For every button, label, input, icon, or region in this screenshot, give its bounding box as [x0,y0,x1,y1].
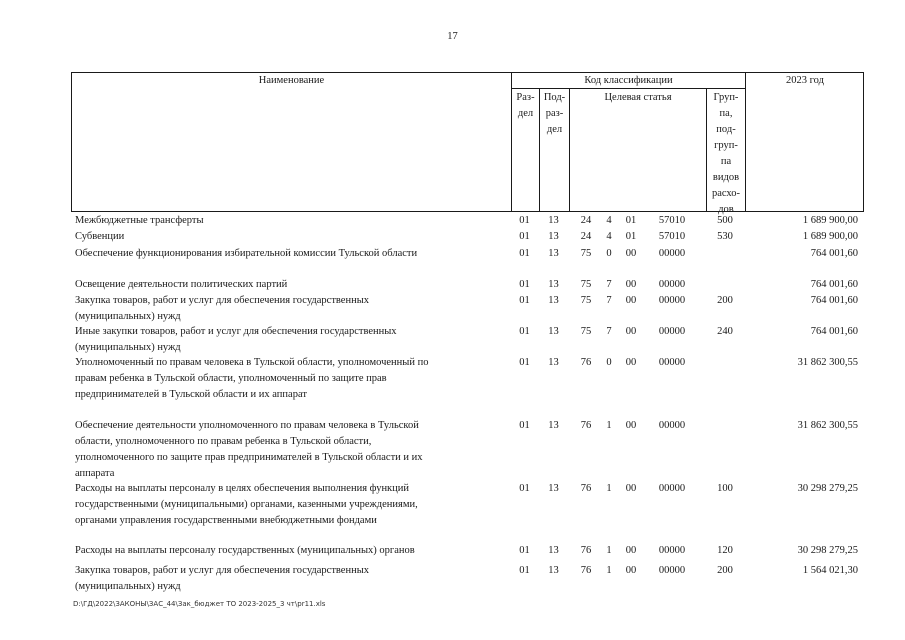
cell-amount: 31 862 300,55 [797,420,858,431]
cell-t4: 00000 [658,565,686,576]
row-name-line: Межбюджетные трансферты [75,215,204,226]
row-name [75,355,505,403]
cell-r: 01 [519,279,530,290]
cell-amount: 31 862 300,55 [797,357,858,368]
cell-g: 530 [717,231,733,242]
cell-t1: 75 [580,248,592,259]
cell-t4: 00000 [658,357,686,368]
cell-t3: 00 [625,357,637,368]
cell-t1: 24 [580,231,592,242]
cell-t3: 00 [625,483,637,494]
cell-amount: 764 001,60 [810,326,858,337]
cell-amount: 1 564 021,30 [802,565,858,576]
cell-t2: 4 [606,231,612,242]
cell-t1: 75 [580,279,592,290]
header-target: Целевая статья [604,92,672,103]
cell-pr: 13 [548,483,559,494]
cell-r: 01 [519,357,530,368]
row-name [75,563,505,595]
table-header [71,72,864,215]
cell-pr: 13 [548,215,559,226]
row-name-line: предпринимателей в Тульской области и их аппарат [75,389,307,400]
cell-t3: 00 [625,545,637,556]
row-name [75,324,505,356]
cell-t1: 76 [580,483,592,494]
cell-pr: 13 [548,231,559,242]
cell-r: 01 [519,326,530,337]
cell-t4: 00000 [658,420,686,431]
row-name-line: Закупка товаров, работ и услуг для обеспечения государственных [75,565,370,576]
row-name [75,246,505,262]
cell-amount: 1 689 900,00 [802,231,858,242]
row-name-line: Освещение деятельности политических партий [75,279,288,290]
row-name [75,481,505,529]
row-name-line: уполномоченного по защите прав предпринимателей в Тульской области и их [75,452,423,463]
row-name-line: Обеспечение деятельности уполномоченного по правам человека в Тульской [75,420,419,431]
cell-amount: 30 298 279,25 [797,545,858,556]
file-path: D:\ГД\2022\ЗАКОНЫ\ЗАС_44\Зак_бюджет ТО 2023-2025_3 чт\pr11.xls [73,600,326,608]
cell-t4: 00000 [658,545,686,556]
cell-r: 01 [519,420,530,431]
cell-r: 01 [519,231,530,242]
cell-amount: 30 298 279,25 [797,483,858,494]
row-name-line: (муниципальных) нужд [75,342,181,353]
cell-r: 01 [519,545,530,556]
cell-pr: 13 [548,248,559,259]
cell-t3: 00 [625,279,637,290]
cell-t1: 75 [580,295,592,306]
row-name [75,293,505,325]
cell-t3: 00 [625,248,637,259]
row-name-line: Уполномоченный по правам человека в Тульской области, уполномоченный по [75,357,429,368]
row-name-line: области, уполномоченного по правам ребенка в Тульской области, [75,436,372,447]
cell-t2: 0 [606,248,612,259]
cell-t4: 00000 [658,295,686,306]
cell-t2: 1 [606,565,612,576]
cell-t3: 00 [625,295,637,306]
cell-t2: 1 [606,483,612,494]
cell-t2: 7 [606,295,612,306]
row-name-line: Субвенции [75,231,125,242]
cell-t3: 00 [625,565,637,576]
header-year: 2023 год [786,75,824,86]
page-number: 17 [447,31,458,42]
cell-r: 01 [519,483,530,494]
cell-pr: 13 [548,420,559,431]
cell-t1: 24 [580,215,592,226]
cell-g: 100 [717,483,733,494]
header-group: Груп- па, под- груп- па видов расхо- дов [711,92,741,215]
cell-t3: 01 [625,215,637,226]
row-name-line: Расходы на выплаты персоналу в целях обеспечения выполнения функций [75,483,410,494]
cell-t2: 7 [606,279,612,290]
cell-r: 01 [519,215,530,226]
row-name-line: Закупка товаров, работ и услуг для обеспечения государственных [75,295,370,306]
cell-amount: 764 001,60 [810,279,858,290]
cell-g: 200 [717,295,733,306]
header-podrazdel: Под- раз- дел [543,92,566,135]
cell-g: 200 [717,565,733,576]
cell-t2: 0 [606,357,612,368]
cell-t1: 76 [580,545,592,556]
row-name [75,277,505,293]
cell-t4: 57010 [658,215,686,226]
cell-r: 01 [519,565,530,576]
cell-t4: 00000 [658,483,686,494]
cell-pr: 13 [548,326,559,337]
cell-r: 01 [519,295,530,306]
cell-t1: 75 [580,326,592,337]
cell-t4: 00000 [658,248,686,259]
header-code: Код классификации [584,75,673,86]
row-name-line: правам ребенка в Тульской области, уполномоченный по защите прав [75,373,387,384]
cell-t3: 00 [625,326,637,337]
cell-t2: 1 [606,420,612,431]
cell-t2: 1 [606,545,612,556]
row-name-line: органами управления государственными внебюджетными фондами [75,515,377,526]
row-name [75,543,505,559]
cell-t4: 57010 [658,231,686,242]
row-name-line: (муниципальных) нужд [75,581,181,592]
cell-pr: 13 [548,545,559,556]
cell-t1: 76 [580,357,592,368]
row-name-line: Иные закупки товаров, работ и услуг для обеспечения государственных [75,326,397,337]
cell-t1: 76 [580,420,592,431]
row-name [75,418,505,482]
row-name [75,213,505,229]
cell-pr: 13 [548,357,559,368]
cell-t2: 7 [606,326,612,337]
cell-r: 01 [519,248,530,259]
row-name-line: Обеспечение функционирования избирательной комиссии Тульской области [75,248,418,259]
cell-g: 500 [717,215,733,226]
cell-t1: 76 [580,565,592,576]
row-name [75,229,505,245]
cell-t3: 00 [625,420,637,431]
row-name-line: Расходы на выплаты персоналу государственных (муниципальных) органов [75,545,415,556]
row-name-line: (муниципальных) нужд [75,311,181,322]
cell-t2: 4 [606,215,612,226]
cell-amount: 764 001,60 [810,248,858,259]
header-razdel: Раз- дел [516,92,535,119]
cell-pr: 13 [548,295,559,306]
cell-g: 120 [717,545,733,556]
header-name: Наименование [258,75,325,86]
row-name-line: государственными (муниципальными) органами, казенными учреждениями, [75,499,418,510]
cell-pr: 13 [548,565,559,576]
cell-t4: 00000 [658,279,686,290]
cell-t3: 01 [625,231,637,242]
cell-amount: 764 001,60 [810,295,858,306]
cell-t4: 00000 [658,326,686,337]
row-name-line: аппарата [75,468,115,479]
cell-g: 240 [717,326,733,337]
cell-amount: 1 689 900,00 [802,215,858,226]
cell-pr: 13 [548,279,559,290]
